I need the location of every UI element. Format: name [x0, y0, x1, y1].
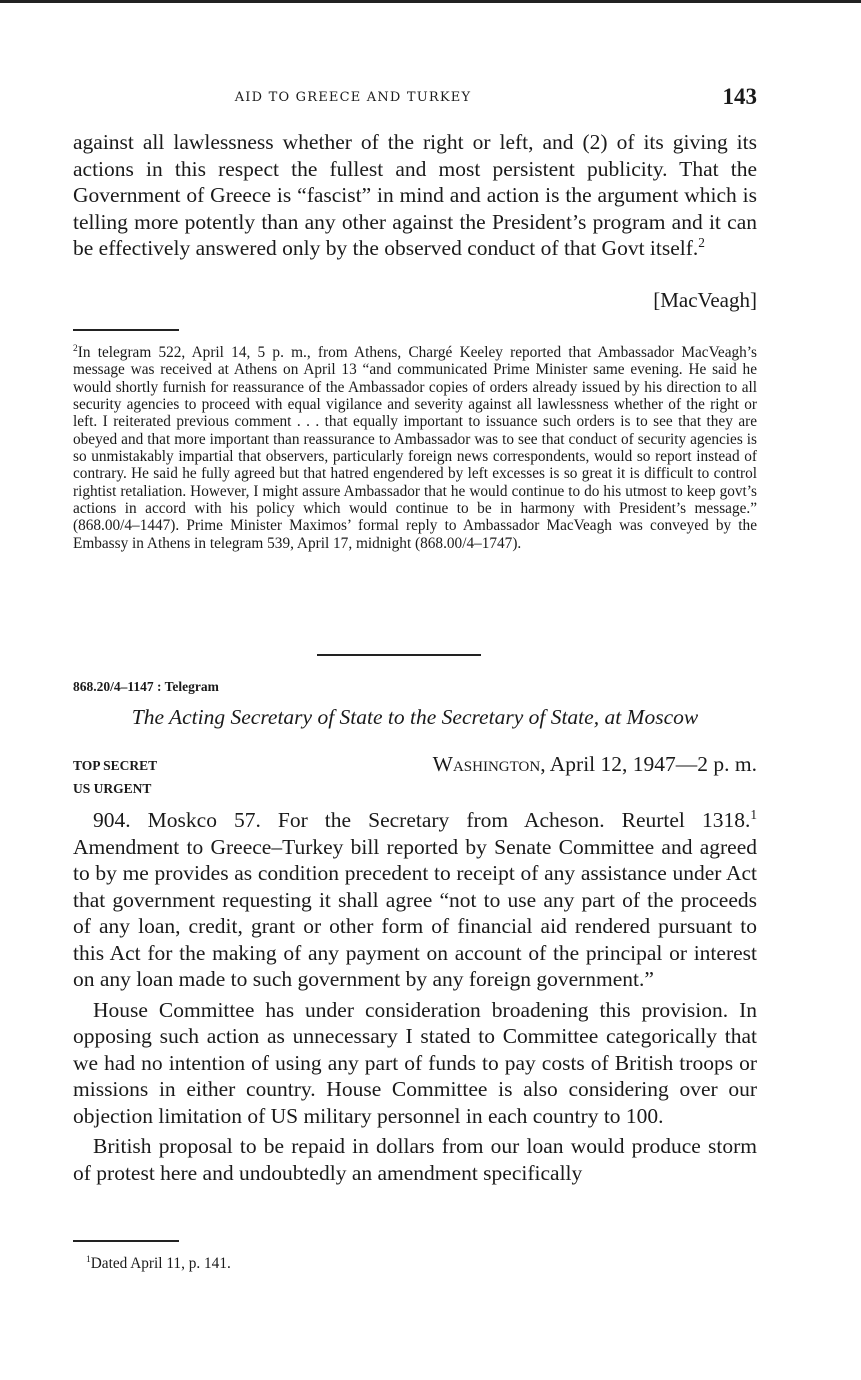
page-number: 143	[722, 84, 757, 109]
dateline-date: April 12, 1947—2 p. m.	[545, 752, 757, 776]
dateline-place: Washington,	[432, 752, 546, 776]
classification-urgent: US URGENT	[73, 781, 152, 796]
footnote-divider-bottom	[73, 1240, 179, 1242]
running-title: AID TO GREECE AND TURKEY	[234, 90, 472, 105]
telegram-paragraph-1-text: 904. Moskco 57. For the Secretary from Acheson. Reurtel 1318.	[93, 808, 751, 832]
telegram-paragraph-1	[73, 807, 757, 993]
signature: [MacVeagh]	[653, 288, 757, 312]
footnote-divider	[73, 329, 179, 331]
footnote-2	[73, 344, 757, 552]
telegram-paragraph-3: British proposal to be repaid in dollars from our loan would produce storm of protest here and undoubtedly an amendment specifically	[73, 1134, 757, 1185]
continued-paragraph	[73, 129, 757, 262]
document-heading: The Acting Secretary of State to the Secretary of State, at Moscow	[131, 705, 699, 729]
scan-top-edge	[0, 0, 861, 3]
dateline	[433, 752, 757, 777]
telegram-paragraph-2: House Committee has under consideration broadening this provision. In opposing such action as unnecessary I stated to Committee categorically that we had no intention of using any part of funds to pay costs of British troops or missions in either country. House Committee is also considering over our objection limitation of US military personnel in each country to 100.	[73, 997, 757, 1128]
running-header	[73, 84, 757, 114]
classification-top-secret: TOP SECRET	[73, 758, 158, 773]
footnote-ref-1: 1	[750, 806, 757, 822]
footnote-1	[73, 1255, 757, 1272]
footnote-2-text: In telegram 522, April 14, 5 p. m., from Athens, Chargé Keeley reported that Ambassador MacVeagh’s message was received at Athens on April 13 “and communicated Prime Minister same evening. He said he would shortly furnish for reassurance of the Ambassador copies of orders already issued by his direction to all security agencies to proceed with equal vigilance and severity against all lawlessness whether of the right or left. I reiterated previous comment . . . that equally important to issuance such orders is to see that they are obeyed and that more important than reassurance to Ambassador was to see that conduct of security agencies is so unmistakably impartial that observers, particularly foreign news correspondents, would so report instead of contrary. He said he fully agreed but that hatred engendered by left excesses is so great it is difficult to control rightist retaliation. However, I might assure Ambassador that he would continue to do his utmost to keep govt’s actions in accord with his policy which would continue to be in harmony with President’s message.” (868.00/4–1447). Prime Minister Maximos’ formal reply to Ambassador MacVeagh was conveyed by the Embassy in Athens in telegram 539, April 17, midnight (868.00/4–1747).	[73, 344, 757, 552]
telegram-paragraph-1-rest: Amendment to Greece–Turkey bill reported by Senate Committee and agreed to by me provides as condition precedent to receipt of any assistance under Act that government requesting it shall agree “not to use any part of the proceeds of any loan, credit, grant or other form of financial aid rendered pursuant to this Act for the making of any payment on account of the principal or interest on any loan made to such government by any foreign government.”	[73, 834, 757, 991]
footnote-ref-2: 2	[698, 234, 705, 250]
footnote-1-text: Dated April 11, p. 141.	[90, 1255, 231, 1272]
continued-paragraph-text: against all lawlessness whether of the right or left, and (2) of its giving its actions in this respect the fullest and most persistent publicity. That the Government of Greece is “fascist” in mind and action is the argument which is telling more potently than any other against the President’s program and it can be effectively answered only by the observed conduct of that Govt itself.	[73, 130, 757, 260]
footnote-1-marker: 1	[86, 1254, 91, 1265]
document-file-id: 868.20/4–1147 : Telegram	[73, 679, 219, 694]
footnote-2-marker: 2	[73, 343, 78, 354]
telegram-body	[73, 807, 757, 1190]
section-divider	[317, 654, 481, 656]
